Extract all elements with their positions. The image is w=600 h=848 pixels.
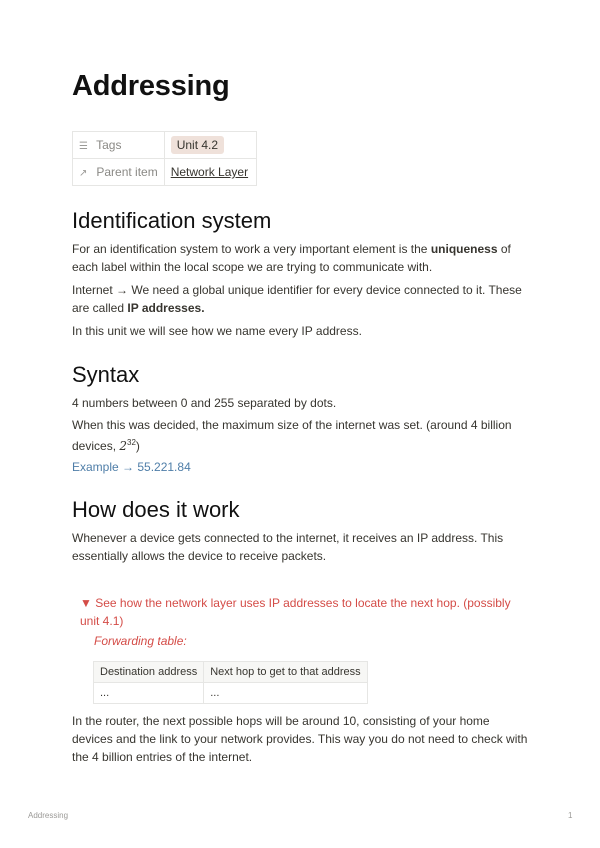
- footer-title: Addressing: [28, 811, 69, 820]
- example-ip: Example → 55.221.84: [72, 460, 191, 474]
- heading-syntax: Syntax: [72, 362, 140, 387]
- forwarding-table: [93, 661, 368, 704]
- page-title: Addressing: [72, 70, 230, 102]
- heading-how-does-it-work: How does it work: [72, 497, 240, 522]
- parent-label: Parent item: [96, 165, 158, 179]
- list-icon: ☰: [79, 141, 88, 152]
- toggle-text: See how the network layer uses IP addresses to locate the next hop. (possibly unit 4.1): [80, 596, 511, 628]
- table-cell: ...: [94, 683, 204, 704]
- property-key-parent: [73, 159, 165, 186]
- table-header-row: [94, 662, 368, 683]
- heading-identification-system: Identification system: [72, 208, 272, 233]
- toggle-block[interactable]: [80, 594, 530, 630]
- property-value-tags: [164, 132, 256, 159]
- paragraph-router-hops: In the router, the next possible hops will be around 10, consisting of your home devices and the link to your network provides. This way you do not need to check with the 4 billion entries of the internet.: [72, 714, 528, 764]
- table-header-cell: Next hop to get to that address: [204, 662, 367, 683]
- tag-badge[interactable]: Unit 4.2: [171, 136, 224, 154]
- table-header-cell: Destination address: [94, 662, 204, 683]
- property-row-parent: [73, 159, 257, 186]
- paragraph-uniqueness: For an identification system to work a very important element is the uniqueness of each label within the local scope we are trying to communicate with.: [72, 242, 511, 274]
- paragraph-max-size: When this was decided, the maximum size of the internet was set. (around 4 billion devices, $2^{32}$): [72, 418, 512, 453]
- forwarding-table-label: Forwarding table:: [94, 634, 187, 648]
- parent-item-link[interactable]: Network Layer: [170, 165, 249, 179]
- property-value-parent: [164, 159, 256, 186]
- table-row: [94, 683, 368, 704]
- paragraph-unit-intro: In this unit we will see how we name every IP address.: [72, 324, 362, 338]
- property-row-tags: [73, 132, 257, 159]
- triangle-down-icon[interactable]: ▼: [80, 596, 92, 610]
- properties-table: [72, 131, 257, 186]
- paragraph-syntax-numbers: 4 numbers between 0 and 255 separated by dots.: [72, 396, 337, 410]
- arrow-up-right-icon: ↗: [79, 168, 88, 179]
- property-key-tags: [73, 132, 165, 159]
- footer-page-number: 1: [568, 811, 573, 820]
- paragraph-internet: Internet → We need a global unique identifier for every device connected to it. These are called IP addresses.: [72, 283, 522, 315]
- paragraph-receives-ip: Whenever a device gets connected to the internet, it receives an IP address. This essentially allows the device to receive packets.: [72, 531, 504, 563]
- tags-label: Tags: [96, 138, 122, 152]
- table-cell: ...: [204, 683, 367, 704]
